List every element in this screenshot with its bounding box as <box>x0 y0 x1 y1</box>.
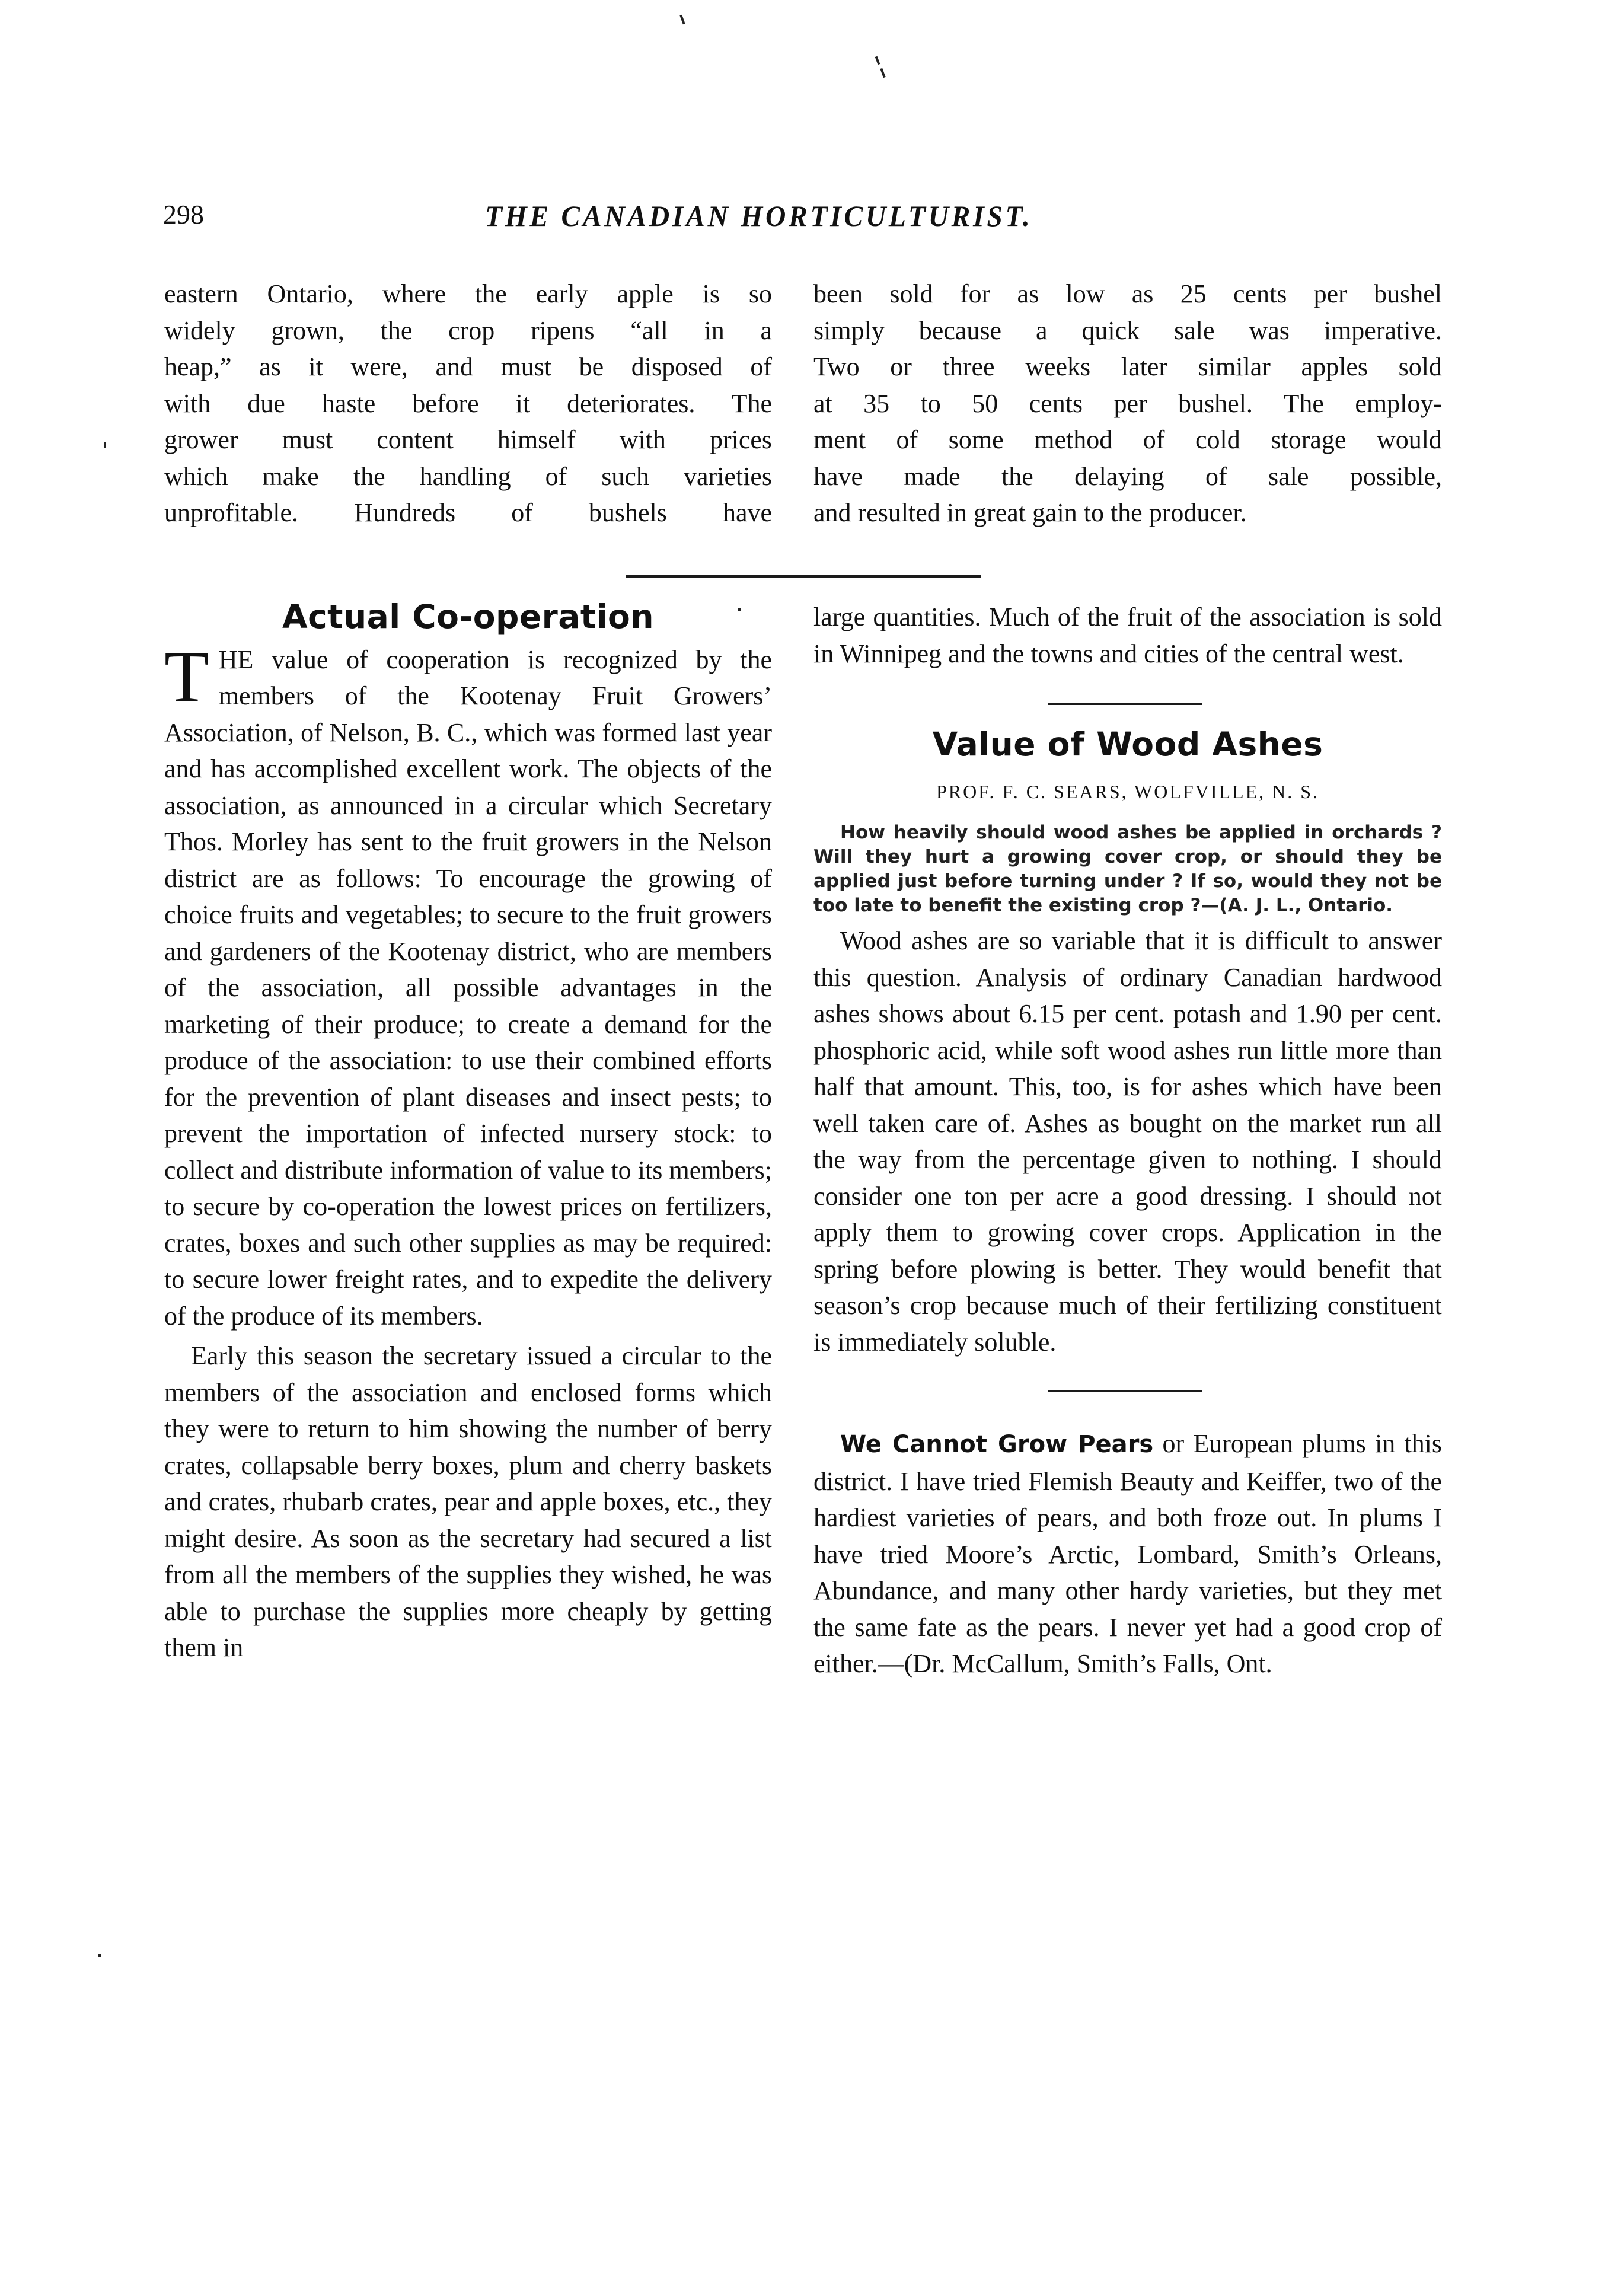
running-head <box>163 199 1118 240</box>
pears-note <box>813 1425 1442 1682</box>
scan-speck <box>875 56 880 65</box>
right-column <box>813 599 1442 1682</box>
wood-ashes-byline: PROF. F. C. SEARS, WOLFVILLE, N. S. <box>936 780 1320 802</box>
text-line: at 35 to 50 cents per bushel. The employ- <box>813 388 1442 418</box>
cooperation-headline: Actual Co-operation <box>282 598 654 636</box>
paragraph-text: HE value of cooperation is recognized by the members of the Kootenay Fruit Growers’ Association, of Nelson, B. C., which was formed last year and has accomplished excellent work. The objects of the association, as announced in a circular which Secretary Thos. Morley has sent to the fruit growers in the Nelson district are as follows: To encourage the growing of choice fruits and vegetables; to secure to the fruit growers and gardeners of the Kootenay district, who are members of the association, all possible advantages in the marketing of their produce; to create a demand for the produce of the association: to use their combined efforts for the prevention of plant diseases and insect pests; to prevent the importation of infected nursery stock: to collect and distribute information of value to its members; to secure by co-operation the lowest prices on fertilizers, crates, boxes and such other supplies as may be required: to secure lower freight rates, and to expedite the delivery of the produce of its members. <box>164 645 772 1331</box>
reader-query: How heavily should wood ashes be applied in orchards ? Will they hurt a growing cover crop, or should they be applied just before turning under ? If so, would they not be too late to benefit the existing crop ?—(A. J. L., Ontario. <box>813 822 1442 916</box>
text-line: have made the delaying of sale possible, <box>813 461 1442 491</box>
text-line: unprofitable. Hundreds of bushels have <box>164 498 772 527</box>
text-line: with due haste before it deteriorates. The <box>164 388 772 418</box>
section-divider <box>1048 703 1202 705</box>
continued-article-left <box>164 276 772 531</box>
cooperation-paragraph-2: Early this season the secretary issued a circular to the members of the association and enclosed forms which they were to return to him showing the number of berry crates, collapsable berry boxes, plum and cherry baskets and crates, rhubarb crates, pear and apple boxes, etc., they might desire. As soon as the secretary had secured a list from all the members of the supplies they wished, he was able to purchase the supplies more cheaply by getting them in <box>164 1341 772 1662</box>
text-line: heap,” as it were, and must be disposed of <box>164 352 772 381</box>
pears-note-body: or European plums in this district. I have tried Flemish Beauty and Keiffer, two of the hardiest varieties of pears, and both froze out. In plums I have tried Moore’s Arctic, Lombard, Smith’s Orleans, Abundance, and many other hardy varieties, but they met the same fate as the pears. I never yet had a good crop of either.—(Dr. McCallum, Smith’s Falls, Ont. <box>813 1429 1443 1678</box>
journal-title: THE CANADIAN HORTICULTURIST. <box>485 199 1033 232</box>
drop-cap: T <box>164 636 209 717</box>
scan-speck <box>880 68 885 78</box>
text-line: ment of some method of cold storage would <box>813 425 1442 454</box>
text-line: eastern Ontario, where the early apple is so <box>164 279 772 308</box>
text-line: grower must content himself with prices <box>164 425 772 454</box>
cooperation-article <box>164 599 772 1666</box>
text-line: Two or three weeks later similar apples sold <box>813 352 1442 381</box>
text-line: been sold for as low as 25 cents per bushel <box>813 279 1442 308</box>
scan-speck <box>679 15 685 24</box>
section-divider <box>626 575 981 578</box>
continued-article-right <box>813 276 1442 531</box>
section-divider <box>1048 1390 1202 1392</box>
pears-note-run-in-heading: We Cannot Grow Pears <box>840 1431 1154 1458</box>
text-line: widely grown, the crop ripens “all in a <box>164 315 772 345</box>
cooperation-continuation: large quantities. Much of the fruit of the association is sold in Winnipeg and the towns and cities of the central west. <box>813 602 1442 668</box>
text-line: simply because a quick sale was imperative. <box>813 315 1442 345</box>
wood-ashes-answer: Wood ashes are so variable that it is difficult to answer this question. Analysis of ordinary Canadian hardwood ashes shows about 6.15 per cent. potash and 1.90 per cent. phosphoric acid, while soft wood ashes run little more than half that amount. This, too, is for ashes which have been well taken care of. Ashes as bought on the market run all the way from the percentage given to nothing. I should consider one ton per acre a good dressing. I should not apply them to growing cover crops. Application in the spring before plowing is better. They would benefit that season’s crop because much of their fertilizing constituent is immediately soluble. <box>813 926 1442 1357</box>
wood-ashes-headline: Value of Wood Ashes <box>932 725 1323 763</box>
scan-speck <box>104 442 106 448</box>
text-line: and resulted in great gain to the producer. <box>813 498 1247 527</box>
text-line: which make the handling of such varieties <box>164 461 772 491</box>
scan-speck <box>98 1954 101 1957</box>
cooperation-paragraph-1 <box>164 636 772 1335</box>
page-number: 298 <box>163 199 204 229</box>
